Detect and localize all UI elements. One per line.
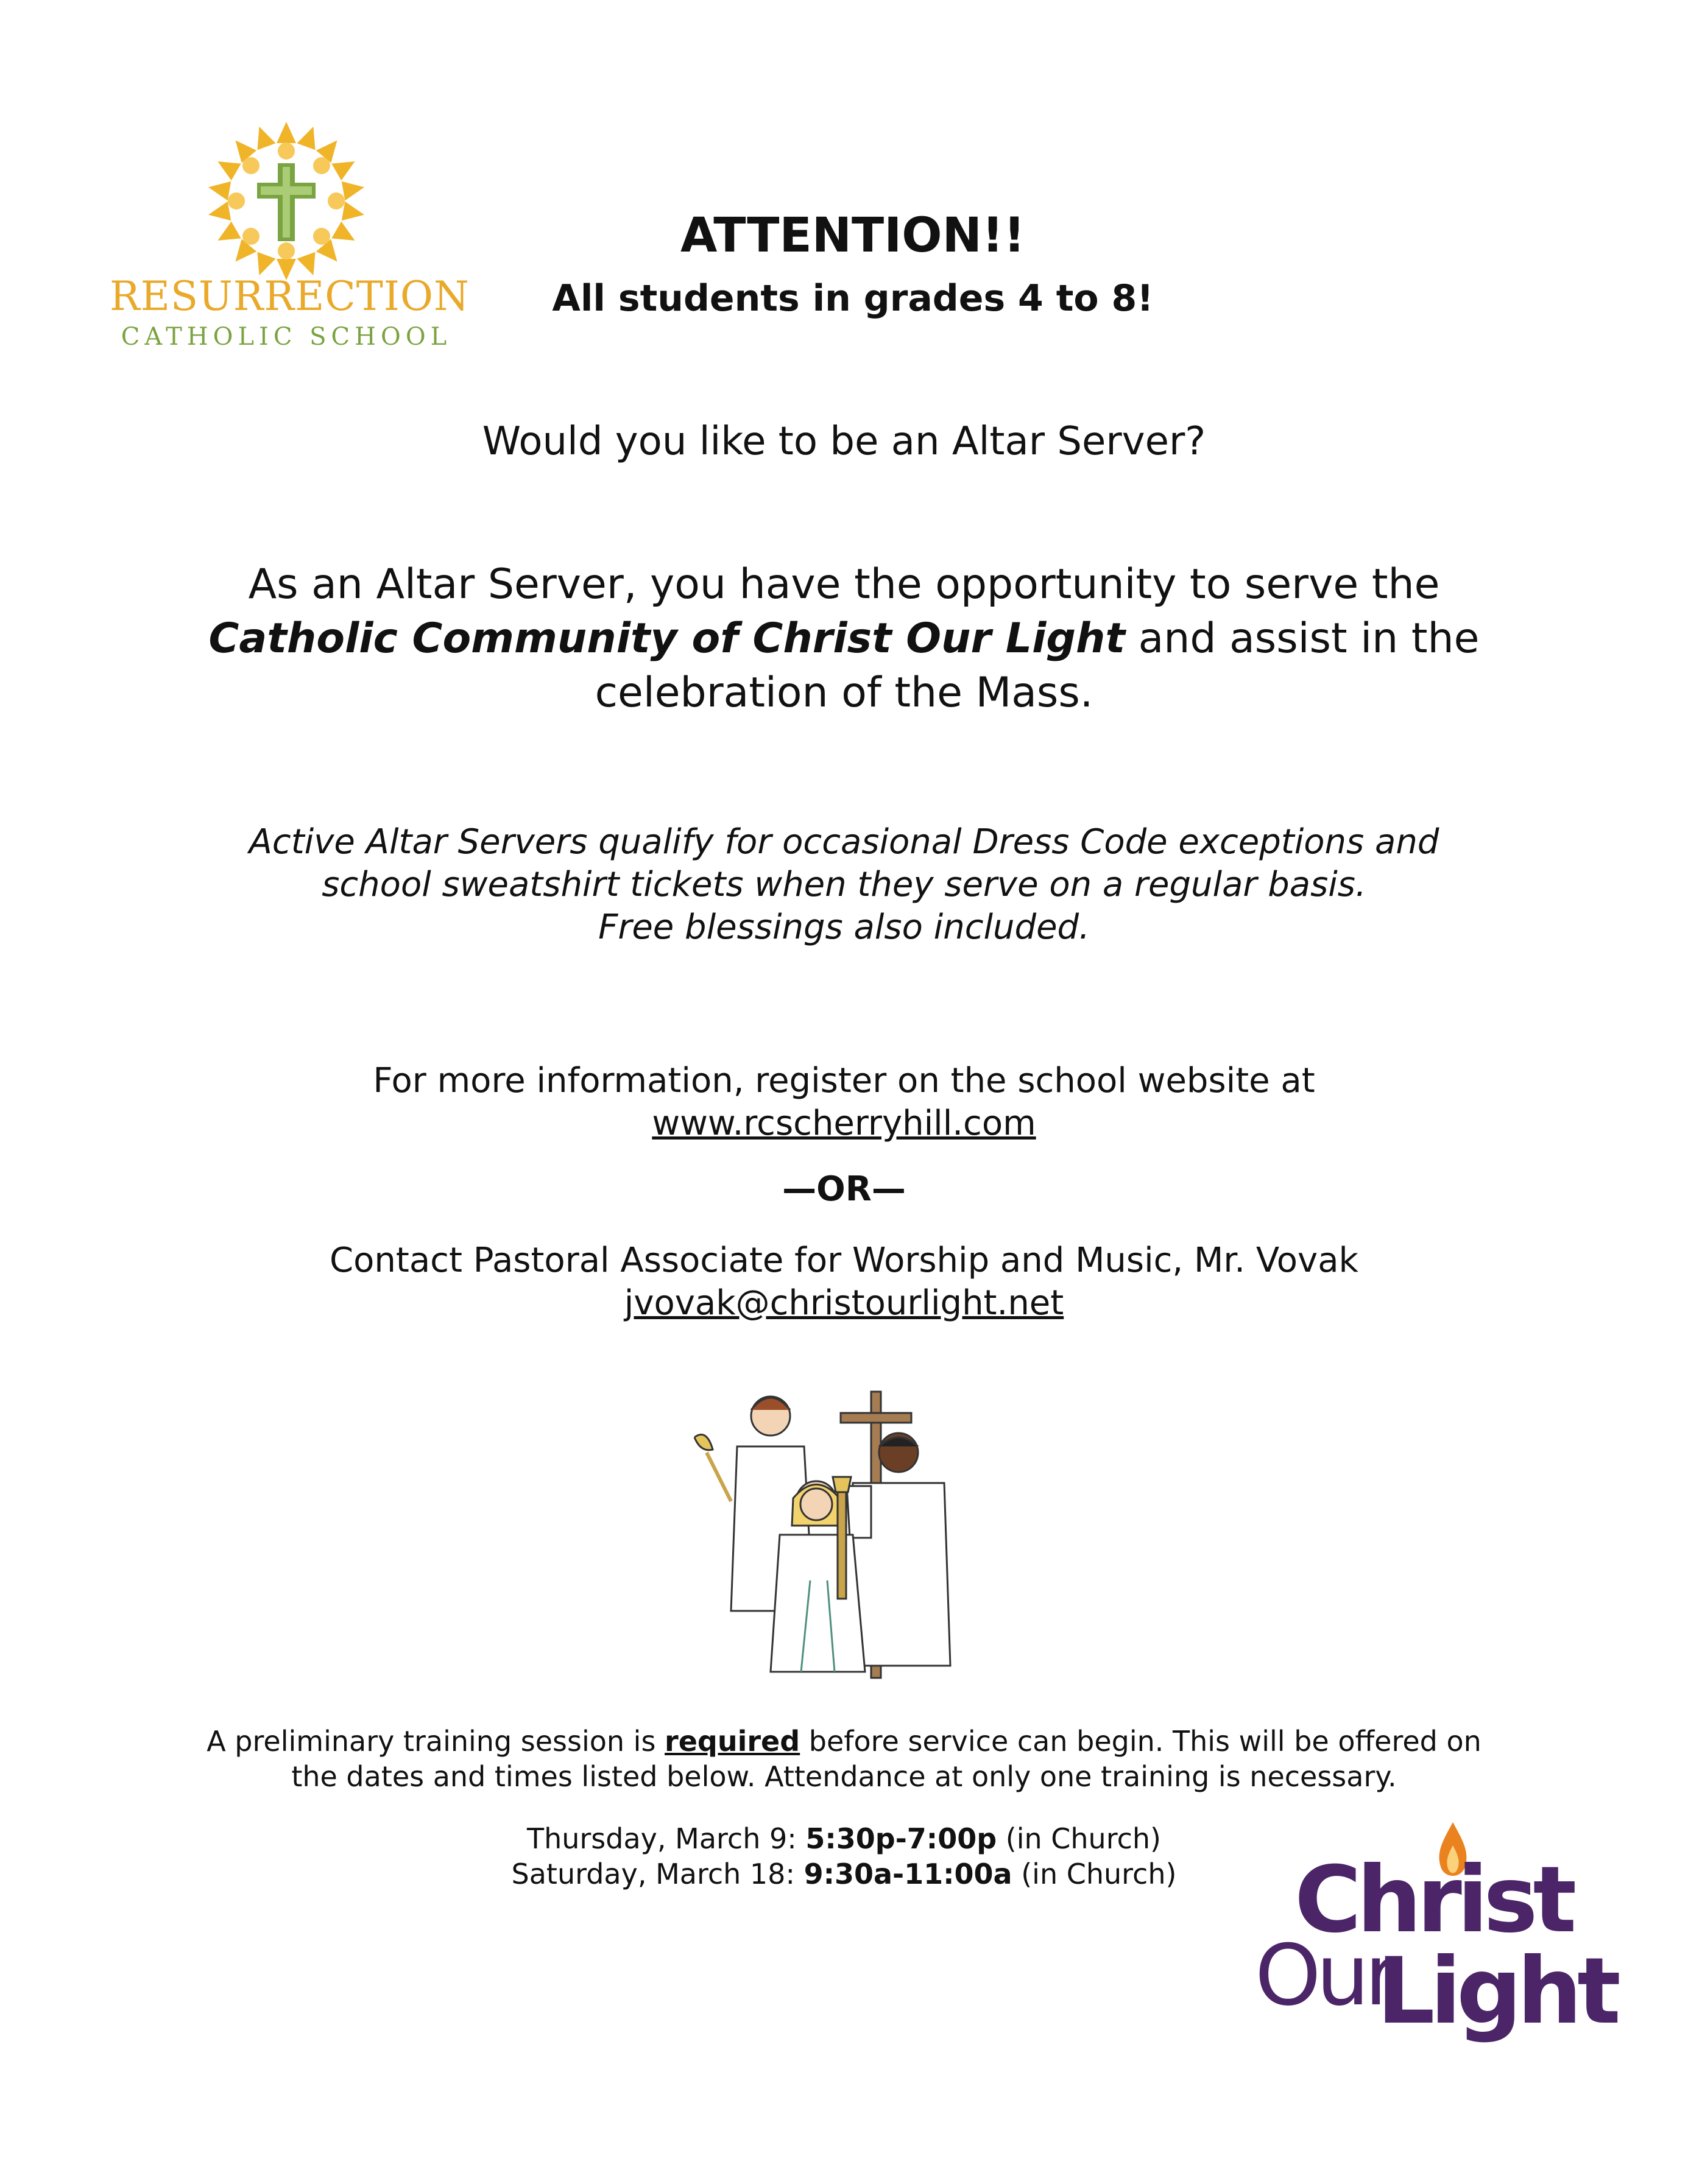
perks-line-2: school sweatshirt tickets when they serve on a regular basis.	[322, 865, 1366, 904]
website-link[interactable]: www.rcscherryhill.com	[652, 1104, 1036, 1143]
session-day: Saturday, March 18:	[511, 1858, 804, 1890]
more-info-block	[0, 1060, 1688, 1145]
parish-logo-word-our: Our	[1255, 1926, 1394, 2024]
intro-line-3: celebration of the Mass.	[595, 669, 1093, 717]
session-time: 5:30p-7:00p	[805, 1822, 997, 1855]
training-line-1-start: A preliminary training session is	[207, 1725, 665, 1758]
subheadline: All students in grades 4 to 8!	[552, 277, 1154, 320]
training-line-1	[0, 1724, 1688, 1759]
training-notice	[0, 1724, 1688, 1794]
parish-logo-word-christ: Christ	[1294, 1847, 1572, 1953]
contact-text: Contact Pastoral Associate for Worship and Music, Mr. Vovak	[330, 1241, 1358, 1280]
training-line-2: the dates and times listed below. Attendance at only one training is necessary.	[291, 1760, 1397, 1793]
intro-line-1: As an Altar Server, you have the opportunity to serve the	[248, 560, 1440, 608]
altar-servers-illustration	[688, 1379, 975, 1684]
school-logo-subname: CATHOLIC SCHOOL	[121, 323, 452, 351]
perks-paragraph	[0, 821, 1688, 949]
question-text: Would you like to be an Altar Server?	[482, 419, 1206, 464]
intro-paragraph	[0, 557, 1688, 720]
required-word: required	[665, 1725, 800, 1758]
perks-line-3: Free blessings also included.	[598, 907, 1090, 947]
session-time: 9:30a-11:00a	[803, 1858, 1012, 1890]
session-place: (in Church)	[997, 1822, 1161, 1855]
school-logo-name: RESURRECTION	[110, 273, 470, 320]
training-line-1-end: before service can begin. This will be offered on	[800, 1725, 1481, 1758]
more-info-text: For more information, register on the school website at	[373, 1061, 1315, 1101]
session-place: (in Church)	[1012, 1858, 1177, 1890]
community-name: Catholic Community of Christ Our Light	[208, 615, 1125, 663]
headline: ATTENTION!!	[680, 208, 1026, 263]
email-link[interactable]: jvovak@christourlight.net	[624, 1283, 1064, 1323]
intro-line-2-rest: and assist in the	[1125, 615, 1480, 663]
contact-block	[0, 1239, 1688, 1325]
or-divider: —OR—	[782, 1169, 906, 1209]
session-day: Thursday, March 9:	[526, 1822, 806, 1855]
intro-line-2	[0, 611, 1688, 666]
perks-line-1: Active Altar Servers qualify for occasional Dress Code exceptions and	[249, 822, 1439, 862]
parish-logo-word-light: Light	[1377, 1939, 1616, 2045]
